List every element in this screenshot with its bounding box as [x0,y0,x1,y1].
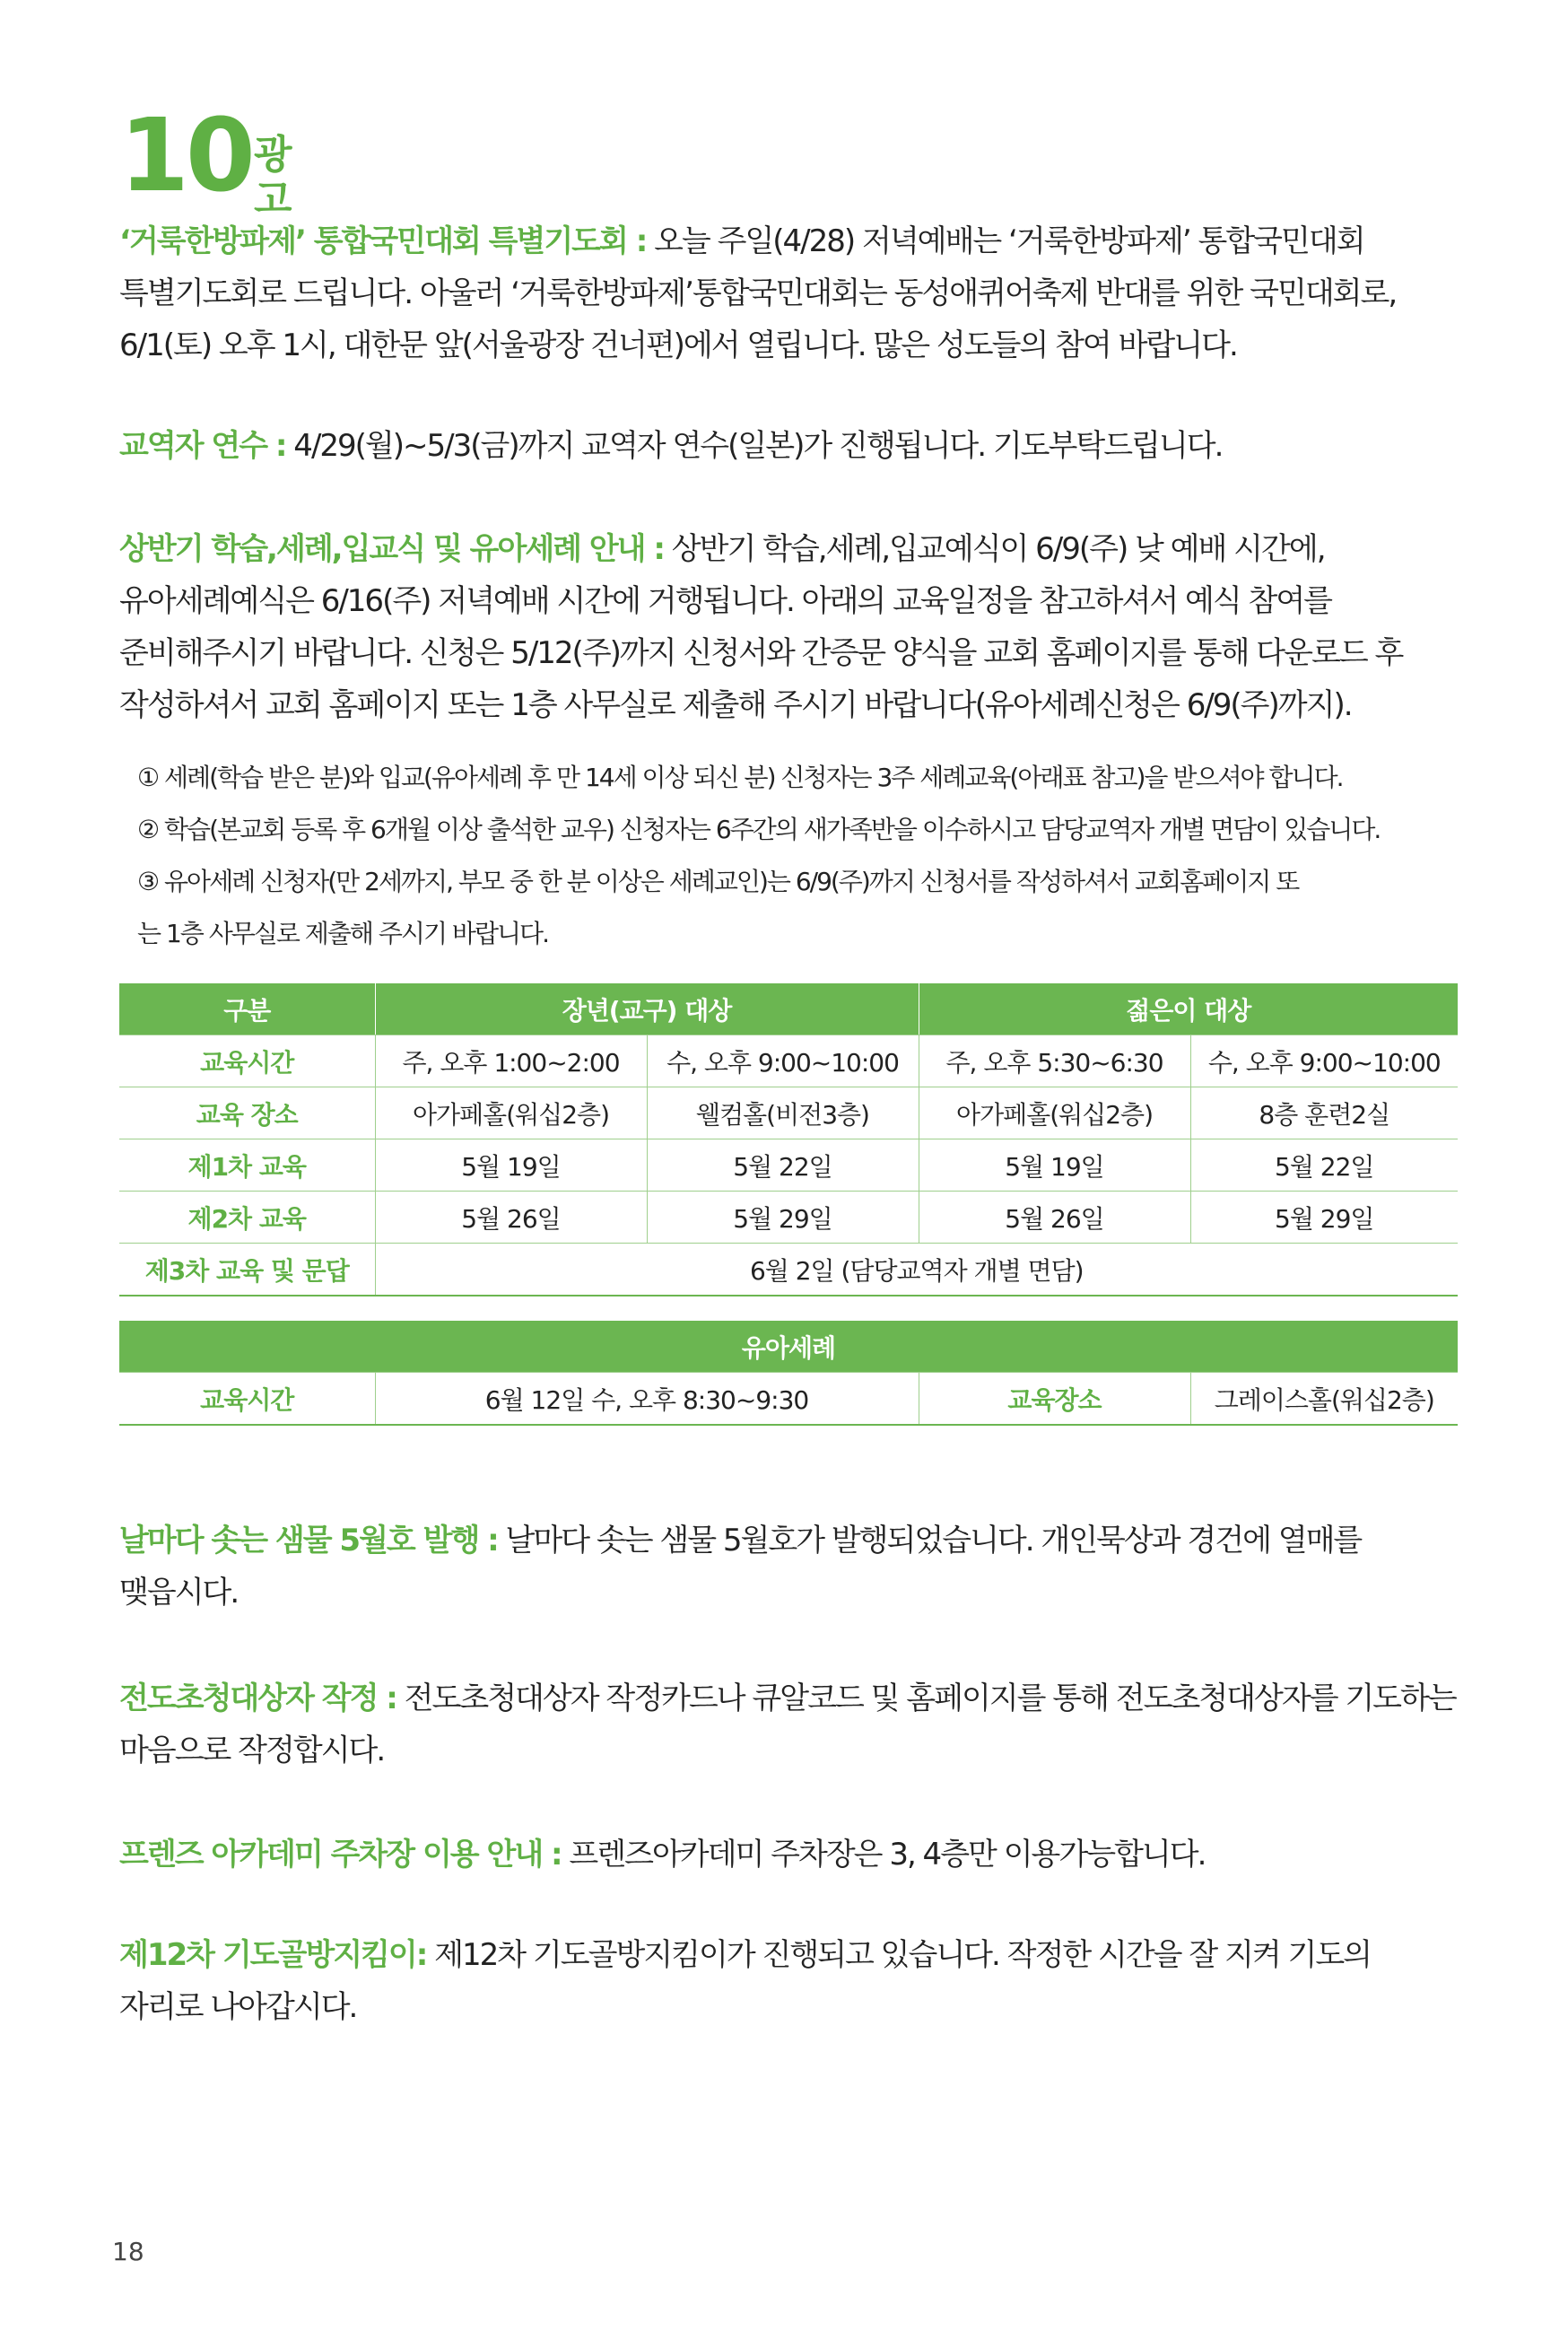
notice-staff-training [119,420,1458,472]
notice-text: 상반기 학습,세례,입교예식이 6/9(주) 낮 예배 시간에, 유아세례예식은 6/16(주) 저녁예배 시간에 거행됩니다. 아래의 교육일정을 참고하셔서 예식 참여를 준비해주시기 바랍니다. 신청은 5/12(주)까지 신청서와 간증문 양식을 교회 홈페이지를 통해 다운로드 후 작성하셔서 교회 홈페이지 또는 1층 사무실로 제출해 주시기 바랍니다(유아세례신청은 6/9(주)까지). [119,531,1403,723]
table-cell: 8층 훈련2실 [1190,1087,1458,1139]
notice-text: 오늘 주일(4/28) 저녁예배는 ‘거룩한방파제’ 통합국민대회 특별기도회로 드립니다. 아울러 ‘거룩한방파제’통합국민대회는 동성애퀴어축제 반대를 위한 국민대회로, 6/1(토) 오후 1시, 대한문 앞(서울광장 건너편)에서 열립니다. 많은 성도들의 참여 바랍니다. [119,223,1397,363]
row-label: 교육시간 [119,1373,375,1426]
row-label: 교육 장소 [119,1087,375,1139]
table-cell: 수, 오후 9:00~10:00 [1190,1035,1458,1087]
page-number: 18 [112,2237,144,2266]
table-cell: 주, 오후 5:30~6:30 [919,1035,1190,1087]
notice-prayer-room [119,1929,1458,2033]
table-row [119,1087,1458,1139]
note-item: ① 세례(학습 받은 분)와 입교(유아세례 후 만 14세 이상 되신 분) 신청자는 3주 세례교육(아래표 참고)을 받으셔야 합니다. [137,763,1343,792]
notice-label: ‘거룩한방파제’ 통합국민대회 특별기도회 : [119,223,647,259]
table-cell: 5월 29일 [647,1192,919,1244]
education-schedule-table [119,983,1458,1296]
table-header-row [119,983,1458,1035]
notice-text: 프렌즈아카데미 주차장은 3, 4층만 이용가능합니다. [561,1837,1206,1873]
table-cell: 수, 오후 9:00~10:00 [647,1035,919,1087]
table-cell: 6월 12일 수, 오후 8:30~9:30 [375,1373,919,1426]
chapter-title: 광고 [254,132,292,223]
row-label: 제1차 교육 [119,1139,375,1192]
notice-text: 제12차 기도골방지킴이가 진행되고 있습니다. 작정한 시간을 잘 지켜 기도의 자리로 나아갑시다. [119,1937,1372,2025]
table-row [119,1244,1458,1296]
table-row [119,1373,1458,1426]
notice-label: 전도초청대상자 작정 : [119,1681,396,1716]
header-cell: 젊은이 대상 [919,983,1458,1035]
notice-label: 상반기 학습,세례,입교식 및 유아세례 안내 : [119,531,664,567]
row-label: 교육장소 [919,1373,1190,1426]
note-item: 는 1층 사무실로 제출해 주시기 바랍니다. [137,919,548,948]
table-cell: 5월 26일 [375,1192,647,1244]
notice-label: 교역자 연수 : [119,428,286,464]
row-label: 제3차 교육 및 문답 [119,1244,375,1296]
header-cell: 구분 [119,983,375,1035]
notice-text: 날마다 솟는 샘물 5월호가 발행되었습니다. 개인묵상과 경건에 열매를 맺읍시다. [119,1523,1362,1611]
table-header-row [119,1321,1458,1373]
notice-label: 프렌즈 아카데미 주차장 이용 안내 : [119,1837,562,1873]
table-row [119,1139,1458,1192]
table-cell: 5월 19일 [919,1139,1190,1192]
table-cell: 아가페홀(워십2층) [375,1087,647,1139]
table-cell: 아가페홀(워십2층) [919,1087,1190,1139]
notice-parking [119,1829,1458,1881]
notice-text: 4/29(월)~5/3(금)까지 교역자 연수(일본)가 진행됩니다. 기도부탁드립니다. [285,428,1223,464]
notice-evangelism [119,1672,1458,1777]
table-cell: 5월 29일 [1190,1192,1458,1244]
notice-baptism [119,523,1458,731]
note-item: ③ 유아세례 신청자(만 2세까지, 부모 중 한 분 이상은 세례교인)는 6/9(주)까지 신청서를 작성하셔서 교회홈페이지 또 [137,867,1299,896]
notice-label: 날마다 솟는 샘물 5월호 발행 : [119,1523,498,1558]
table-cell: 6월 2일 (담당교역자 개별 면담) [375,1244,1458,1296]
table-cell: 주, 오후 1:00~2:00 [375,1035,647,1087]
notice-holy-breakwater [119,215,1458,371]
notice-label: 제12차 기도골방지킴이: [119,1937,427,1973]
header-cell: 장년(교구) 대상 [375,983,919,1035]
table-cell: 5월 26일 [919,1192,1190,1244]
table-cell: 웰컴홀(비전3층) [647,1087,919,1139]
row-label: 교육시간 [119,1035,375,1087]
table-cell: 그레이스홀(워십2층) [1190,1373,1458,1426]
table-cell: 5월 22일 [1190,1139,1458,1192]
chapter-number: 10 [119,98,252,214]
row-label: 제2차 교육 [119,1192,375,1244]
table-row [119,1192,1458,1244]
infant-baptism-table [119,1321,1458,1426]
table-row [119,1035,1458,1087]
notice-text: 전도초청대상자 작정카드나 큐알코드 및 홈페이지를 통해 전도초청대상자를 기도하는 마음으로 작정합시다. [119,1681,1456,1768]
table-cell: 5월 19일 [375,1139,647,1192]
header-cell: 유아세례 [119,1321,1458,1373]
baptism-notes [137,752,1458,960]
table-cell: 5월 22일 [647,1139,919,1192]
note-item: ② 학습(본교회 등록 후 6개월 이상 출석한 교우) 신청자는 6주간의 새가족반을 이수하시고 담당교역자 개별 면담이 있습니다. [137,815,1381,844]
notice-devotional [119,1515,1458,1619]
